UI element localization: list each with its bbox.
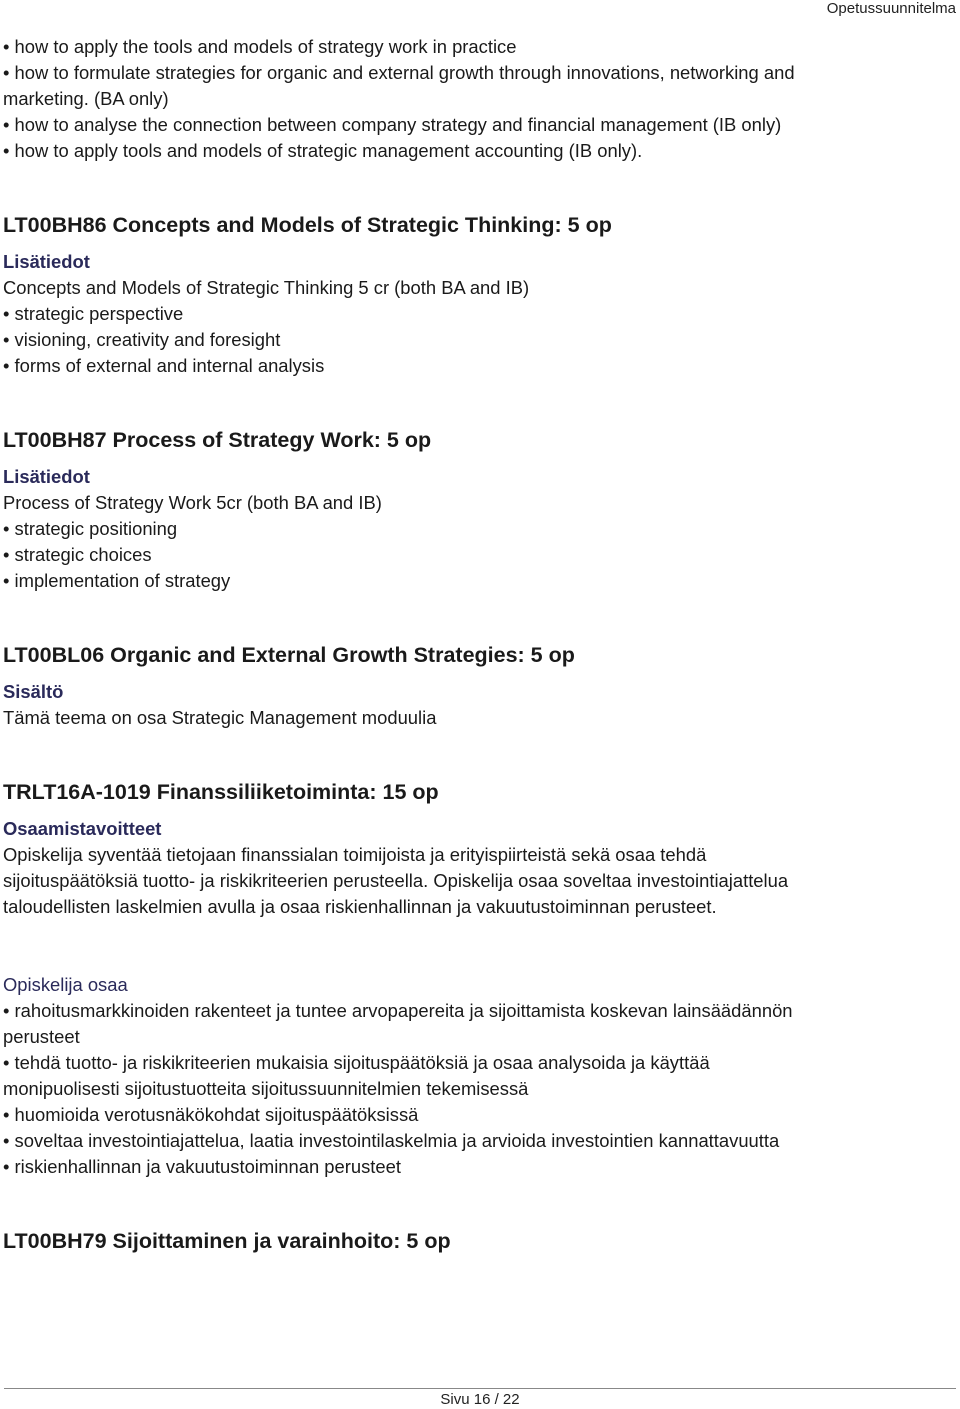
body-line: • strategic choices [3, 544, 152, 565]
spacer [3, 731, 943, 778]
spacer [3, 239, 943, 249]
spacer [3, 454, 943, 464]
body-line: • forms of external and internal analysis [3, 355, 325, 376]
body-line: • tehdä tuotto- ja riskikriteerien mukaisia sijoituspäätöksiä ja osaa analysoida ja käyttää [3, 1052, 710, 1073]
body-line: sijoituspäätöksiä tuotto- ja riskikriteerien perusteella. Opiskelija osaa soveltaa investointiajattelua [3, 870, 789, 891]
course-section [3, 1227, 943, 1255]
intro-line: • how to analyse the connection between company strategy and financial management (IB only) [3, 114, 782, 135]
page-number: Sivu 16 / 22 [440, 1391, 520, 1408]
spacer [3, 379, 943, 426]
document-header-label: Opetussuunnitelma [826, 0, 956, 17]
document-body [3, 34, 943, 1255]
course-section [3, 211, 943, 379]
course-section [3, 426, 943, 594]
course-title: LT00BH87 Process of Strategy Work: 5 op [3, 428, 432, 452]
body-line: • riskienhallinnan ja vakuutustoiminnan perusteet [3, 1156, 401, 1177]
body-line: • soveltaa investointiajattelua, laatia investointilaskelmia ja arvioida investointien kannattavuutta [3, 1130, 780, 1151]
intro-line: • how to formulate strategies for organic and external growth through innovations, networking and [3, 62, 795, 83]
spacer [3, 920, 943, 972]
intro-line: • how to apply tools and models of strategic management accounting (IB only). [3, 140, 643, 161]
intro-line: marketing. (BA only) [3, 88, 169, 109]
spacer [3, 164, 943, 211]
course-title: TRLT16A-1019 Finanssiliiketoiminta: 15 op [3, 780, 439, 804]
spacer [3, 1180, 943, 1227]
subsection-heading: Opiskelija osaa [3, 974, 128, 995]
body-line: Concepts and Models of Strategic Thinking 5 cr (both BA and IB) [3, 277, 530, 298]
body-line: • huomioida verotusnäkökohdat sijoituspäätöksissä [3, 1104, 419, 1125]
course-title: LT00BH79 Sijoittaminen ja varainhoito: 5 op [3, 1229, 451, 1253]
body-line: • visioning, creativity and foresight [3, 329, 281, 350]
body-line: taloudellisten laskelmien avulla ja osaa riskienhallinnan ja vakuutustoiminnan perusteet. [3, 896, 717, 917]
course-title: LT00BL06 Organic and External Growth Strategies: 5 op [3, 643, 575, 667]
course-title: LT00BH86 Concepts and Models of Strategic Thinking: 5 op [3, 213, 612, 237]
body-line: Tämä teema on osa Strategic Management moduulia [3, 707, 437, 728]
section-heading: Osaamistavoitteet [3, 818, 162, 839]
body-line: perusteet [3, 1026, 80, 1047]
body-line: • implementation of strategy [3, 570, 231, 591]
footer-divider [4, 1388, 956, 1389]
body-line: Process of Strategy Work 5cr (both BA and IB) [3, 492, 382, 513]
section-heading: Lisätiedot [3, 251, 90, 272]
spacer [3, 669, 943, 679]
body-line: • rahoitusmarkkinoiden rakenteet ja tuntee arvopapereita ja sijoittamista koskevan lainsäädännön [3, 1000, 793, 1021]
course-section [3, 641, 943, 731]
body-line: • strategic perspective [3, 303, 184, 324]
section-heading: Lisätiedot [3, 466, 90, 487]
spacer [3, 806, 943, 816]
spacer [3, 594, 943, 641]
section-heading: Sisältö [3, 681, 64, 702]
body-line: • strategic positioning [3, 518, 178, 539]
intro-list [3, 34, 943, 164]
intro-line: • how to apply the tools and models of strategy work in practice [3, 36, 517, 57]
body-line: Opiskelija syventää tietojaan finanssialan toimijoista ja erityispiirteistä sekä osaa tehdä [3, 844, 707, 865]
body-line: monipuolisesti sijoitustuotteita sijoitussuunnitelmien tekemisessä [3, 1078, 529, 1099]
course-section [3, 778, 943, 1180]
